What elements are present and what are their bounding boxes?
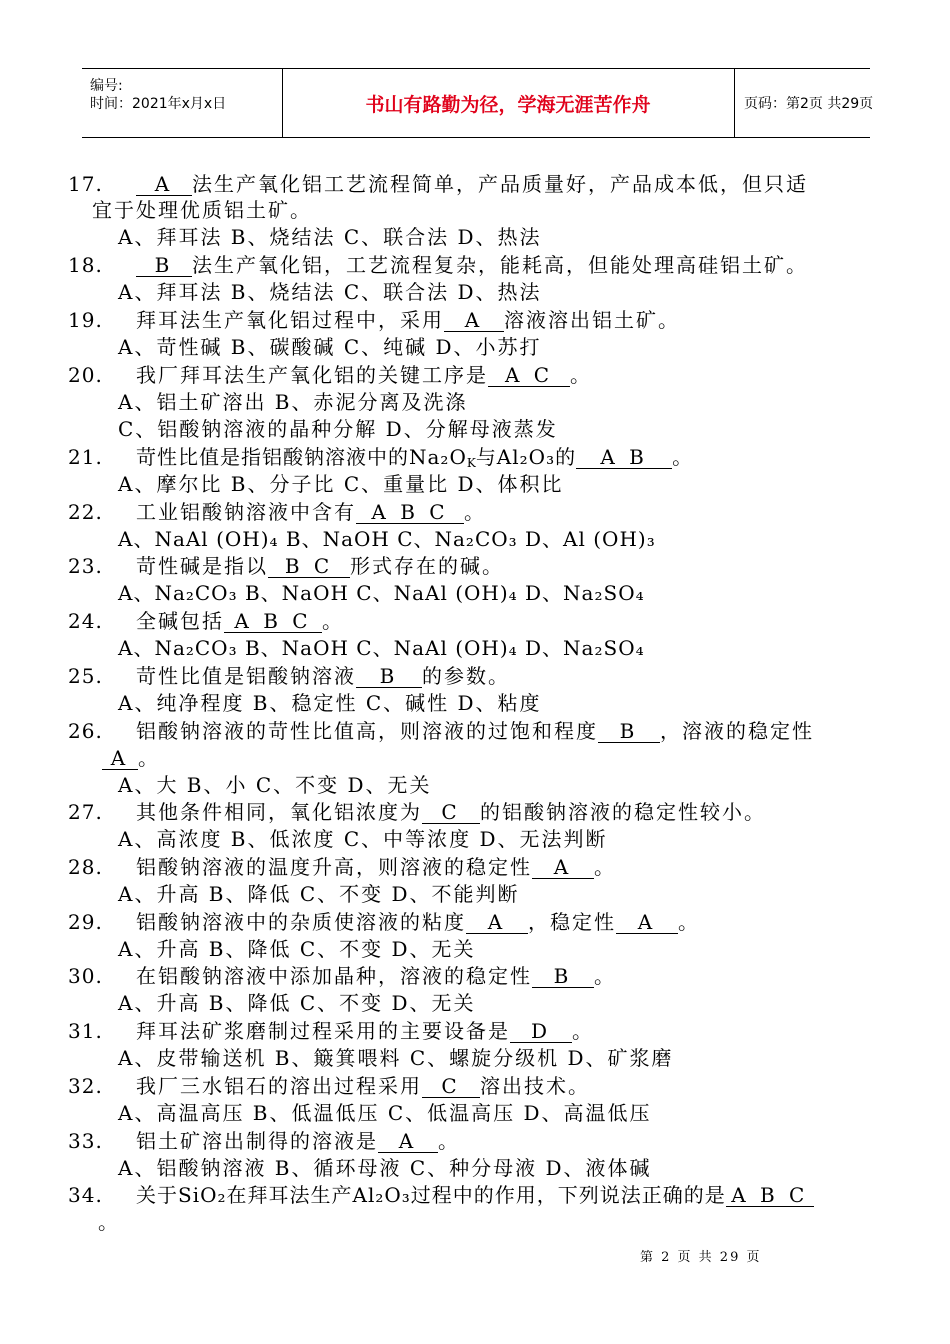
question-text: 铝酸钠溶液中的杂质使溶液的粘度 A ，稳定性 A 。: [136, 910, 700, 934]
question-text: B 法生产氧化铝，工艺流程复杂，能耗高，但能处理高硅铝土矿。: [136, 253, 808, 277]
answer-blank: A B C: [726, 1184, 814, 1207]
question-number: 31.: [68, 1019, 103, 1043]
options-row: A、皮带输送机 B、簸箕喂料 C、螺旋分级机 D、矿浆磨: [118, 1046, 674, 1070]
question-number: 27.: [68, 800, 103, 824]
answer-blank: A: [102, 747, 138, 770]
question-number: 32.: [68, 1074, 103, 1098]
question-number: 29.: [68, 910, 103, 934]
question-number: 25.: [68, 664, 103, 688]
answer-blank: C: [422, 801, 480, 824]
options-row: A、升高 B、降低 C、不变 D、无关: [118, 991, 476, 1015]
answer-blank: A: [444, 309, 504, 332]
question-text: 苛性碱是指以 B C 形式存在的碱。: [136, 554, 504, 578]
options-row: A、拜耳法 B、烧结法 C、联合法 D、热法: [118, 225, 542, 249]
options-row: A、NaAl (OH)₄ B、NaOH C、Na₂CO₃ D、Al (OH)₃: [118, 527, 656, 551]
question-text: 铝酸钠溶液的温度升高，则溶液的稳定性 A 。: [136, 855, 616, 879]
answer-blank: A: [378, 1130, 438, 1153]
options-row: A、升高 B、降低 C、不变 D、不能判断: [118, 882, 520, 906]
options-row: A、Na₂CO₃ B、NaOH C、NaAl (OH)₄ D、Na₂SO₄: [118, 581, 645, 605]
question-text: 我厂三水铝石的溶出过程采用 C 溶出技术。: [136, 1074, 590, 1098]
question-number: 26.: [68, 719, 103, 743]
options-row: A、拜耳法 B、烧结法 C、联合法 D、热法: [118, 280, 542, 304]
answer-blank: A: [616, 911, 678, 934]
question-text: 在铝酸钠溶液中添加晶种，溶液的稳定性 B 。: [136, 964, 616, 988]
answer-blank: A B: [576, 446, 672, 469]
question-text: 拜耳法生产氧化铝过程中，采用 A 溶液溶出铝土矿。: [136, 308, 680, 332]
options-row: A、铝土矿溶出 B、赤泥分离及洗涤: [118, 390, 468, 414]
question-continuation: A 。: [102, 746, 160, 770]
question-text: 其他条件相同，氧化铝浓度为 C 的铝酸钠溶液的稳定性较小。: [136, 800, 766, 824]
options-row: A、大 B、小 C、不变 D、无关: [118, 773, 432, 797]
answer-blank: B: [532, 965, 594, 988]
question-number: 24.: [68, 609, 103, 633]
question-text: 全碱包括 A B C 。: [136, 609, 344, 633]
header-page-label: 页码：第2页 共29页: [744, 96, 874, 112]
question-text: 关于SiO₂在拜耳法生产Al₂O₃过程中的作用，下列说法正确的是 A B C: [136, 1183, 814, 1207]
options-row: A、铝酸钠溶液 B、循环母液 C、种分母液 D、液体碱: [118, 1156, 652, 1180]
answer-blank: B: [136, 254, 192, 277]
question-text: 铝酸钠溶液的苛性比值高，则溶液的过饱和程度 B ，溶液的稳定性: [136, 719, 814, 743]
question-text: 我厂拜耳法生产氧化铝的关键工序是 A C 。: [136, 363, 592, 387]
answer-blank: A B C: [356, 501, 464, 524]
question-text: 拜耳法矿浆磨制过程采用的主要设备是 D 。: [136, 1019, 594, 1043]
options-row: C、铝酸钠溶液的晶种分解 D、分解母液蒸发: [118, 417, 558, 441]
question-text: 苛性比值是指铝酸钠溶液中的$Na_2O_K$与Al₂O₃的 A B 。: [136, 445, 694, 470]
options-row: A、高温高压 B、低温低压 C、低温高压 D、高温低压: [118, 1101, 652, 1125]
question-text: 工业铝酸钠溶液中含有 A B C 。: [136, 500, 486, 524]
question-number: 33.: [68, 1129, 103, 1153]
question-number: 19.: [68, 308, 103, 332]
question-number: 22.: [68, 500, 103, 524]
options-row: A、纯净程度 B、稳定性 C、碱性 D、粘度: [118, 691, 542, 715]
question-continuation: 。: [98, 1210, 120, 1234]
number-label: 编号:: [90, 78, 123, 94]
question-number: 17.: [68, 172, 103, 196]
question-number: 34.: [68, 1183, 103, 1207]
time-label: 时间：2021年x月x日: [90, 96, 227, 112]
answer-blank: A B C: [224, 610, 322, 633]
question-number: 28.: [68, 855, 103, 879]
header-meta: [82, 69, 283, 137]
question-number: 30.: [68, 964, 103, 988]
options-row: A、Na₂CO₃ B、NaOH C、NaAl (OH)₄ D、Na₂SO₄: [118, 636, 645, 660]
answer-blank: B: [598, 720, 660, 743]
question-number: 20.: [68, 363, 103, 387]
page-header: [82, 68, 874, 138]
answer-blank: B C: [268, 555, 350, 578]
question-text: 铝土矿溶出制得的溶液是 A 。: [136, 1129, 460, 1153]
options-row: A、高浓度 B、低浓度 C、中等浓度 D、无法判断: [118, 827, 608, 851]
answer-blank: A: [532, 856, 594, 879]
question-continuation: 宜于处理优质铝土矿。: [92, 198, 312, 222]
answer-blank: C: [422, 1075, 480, 1098]
answer-blank: A: [136, 173, 192, 196]
options-row: A、摩尔比 B、分子比 C、重量比 D、体积比: [118, 472, 564, 496]
header-motto: 书山有路勤为径，学海无涯苦作舟: [282, 69, 735, 137]
answer-blank: B: [356, 665, 422, 688]
answer-blank: A C: [488, 364, 570, 387]
answer-blank: A: [466, 911, 528, 934]
options-row: A、苛性碱 B、碳酸碱 C、纯碱 D、小苏打: [118, 335, 542, 359]
question-number: 23.: [68, 554, 103, 578]
question-number: 18.: [68, 253, 103, 277]
answer-blank: D: [510, 1020, 572, 1043]
options-row: A、升高 B、降低 C、不变 D、无关: [118, 937, 476, 961]
question-text: A 法生产氧化铝工艺流程简单，产品质量好，产品成本低，但只适: [136, 172, 808, 196]
question-number: 21.: [68, 445, 103, 469]
question-text: 苛性比值是铝酸钠溶液 B 的参数。: [136, 664, 510, 688]
page-footer: 第 2 页 共 29 页: [640, 1250, 762, 1265]
